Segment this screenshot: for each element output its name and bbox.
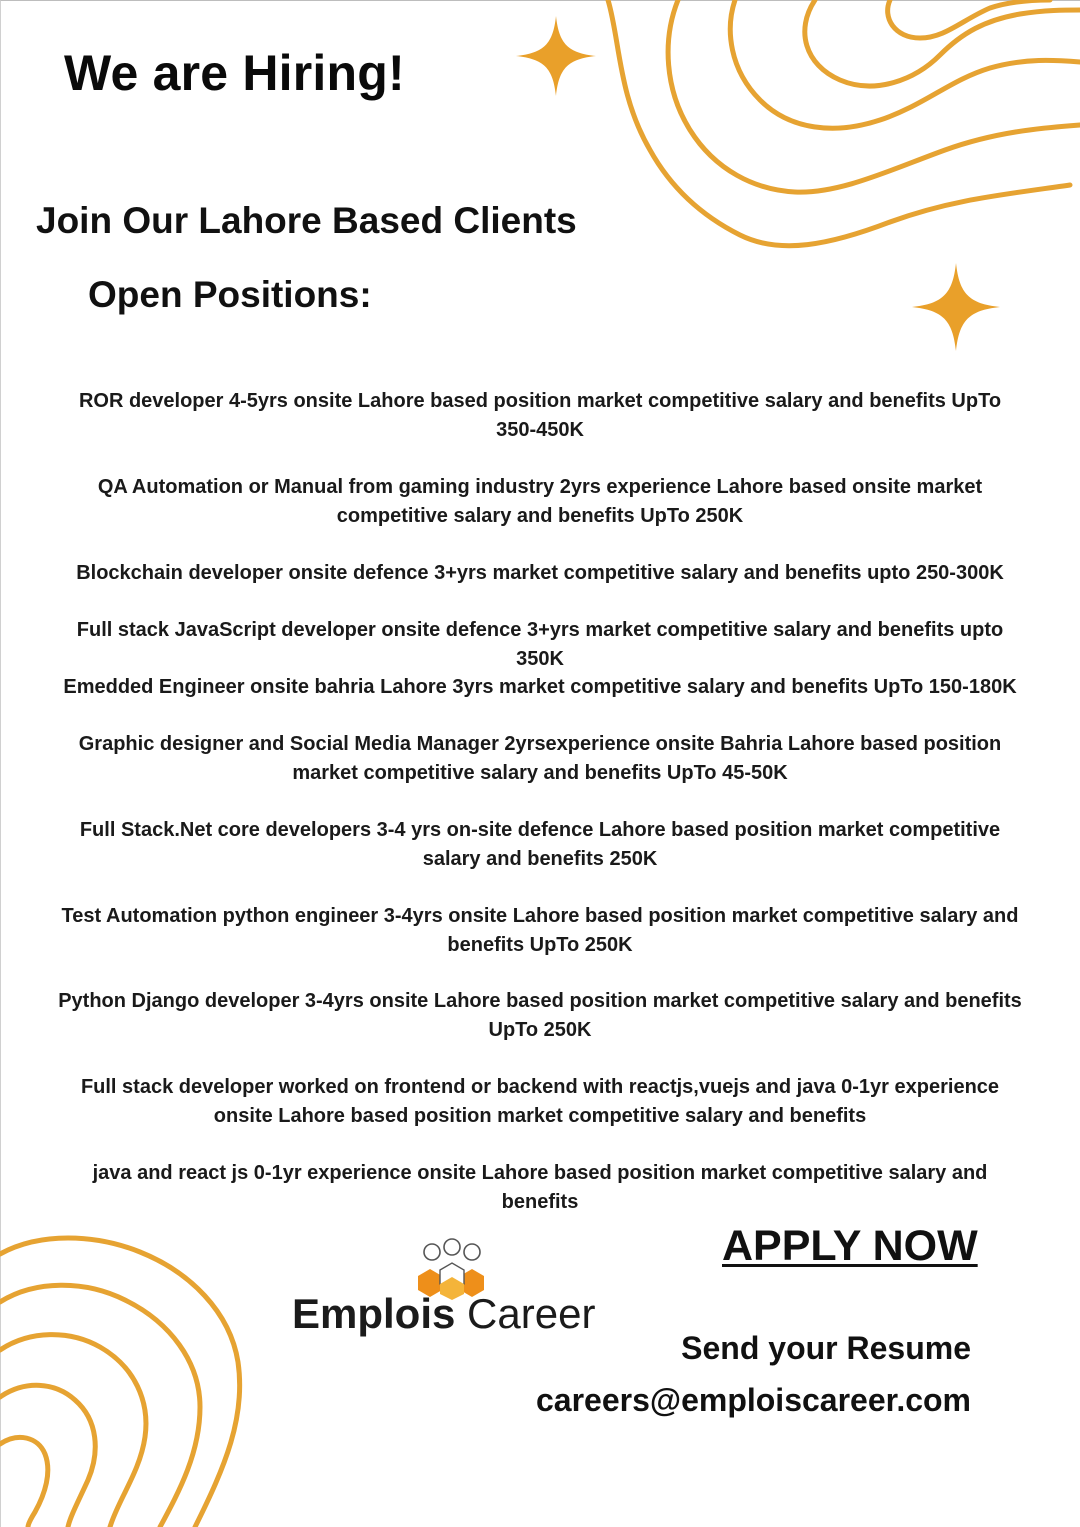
job-text-line-1: Test Automation python engineer 3-4yrs onsite Lahore based position market competitive salary and — [61, 905, 1019, 927]
job-listing — [30, 387, 1050, 445]
careers-email-link[interactable]: careers@emploiscareer.com — [535, 1382, 971, 1418]
open-positions-heading: Open Positions: — [88, 274, 372, 315]
job-text-line-1: Full stack developer worked on frontend or backend with reactjs,vuejs and java 0-1yr experience — [80, 1076, 1000, 1098]
job-text-line-1: Full Stack.Net core developers 3-4 yrs on-site defence Lahore based position market competitive — [79, 819, 1001, 841]
job-text-line-1: Blockchain developer onsite defence 3+yrs market competitive salary and benefits upto 250-300K — [76, 562, 1004, 584]
sparkle-icon — [912, 263, 1000, 351]
job-listing — [30, 1073, 1050, 1131]
subtitle: Join Our Lahore Based Clients — [36, 200, 577, 241]
job-listing — [30, 1159, 1050, 1217]
job-text-line-1: Graphic designer and Social Media Manager 2yrsexperience onsite Bahria Lahore based position — [78, 733, 1002, 755]
job-listing — [30, 616, 1050, 674]
job-listing — [30, 730, 1050, 788]
brand-name-bold: Emplois — [292, 1290, 456, 1337]
job-text-line-1: QA Automation or Manual from gaming industry 2yrs experience Lahore based onsite market — [97, 476, 983, 498]
topographic-lines-bottom-left — [0, 1232, 250, 1527]
brand-name-light: Career — [467, 1290, 596, 1337]
job-text-line-2: UpTo 250K — [488, 1019, 592, 1041]
job-listing — [30, 816, 1050, 874]
job-text-line-1: java and react js 0-1yr experience onsite Lahore based position market competitive salary and — [92, 1162, 988, 1184]
job-text-line-1: ROR developer 4-5yrs onsite Lahore based position market competitive salary and benefits UpTo — [78, 390, 1002, 412]
job-text-line-2: competitive salary and benefits UpTo 250K — [336, 505, 744, 527]
job-text-line-1: Emedded Engineer onsite bahria Lahore 3yrs market competitive salary and benefits UpTo 150-180K — [63, 676, 1017, 698]
job-text-line-1: Full stack JavaScript developer onsite defence 3+yrs market competitive salary and benefits upto — [76, 619, 1004, 641]
page-title: We are Hiring! — [64, 45, 405, 101]
job-listing — [30, 987, 1050, 1045]
job-listing — [30, 902, 1050, 960]
job-text-line-1: Python Django developer 3-4yrs onsite Lahore based position market competitive salary and benefits — [58, 990, 1022, 1012]
job-text-line-2: benefits UpTo 250K — [447, 934, 633, 956]
job-text-line-2: benefits — [501, 1191, 579, 1213]
job-listing — [30, 473, 1050, 531]
job-text-line-2: salary and benefits 250K — [422, 848, 658, 870]
job-text-line-2: 350-450K — [496, 419, 584, 441]
topographic-lines-top-right — [590, 0, 1080, 260]
send-resume-text: Send your Resume — [681, 1330, 971, 1366]
job-text-line-2: onsite Lahore based position market competitive salary and benefits — [213, 1105, 867, 1127]
job-text-line-2: 350K — [516, 648, 564, 670]
sparkle-icon — [516, 16, 596, 96]
job-listing — [30, 559, 1050, 588]
job-text-line-2: market competitive salary and benefits UpTo 45-50K — [292, 762, 788, 784]
apply-now-link[interactable]: APPLY NOW — [722, 1222, 978, 1270]
job-listing — [30, 673, 1050, 702]
brand-wordmark — [292, 1290, 595, 1338]
